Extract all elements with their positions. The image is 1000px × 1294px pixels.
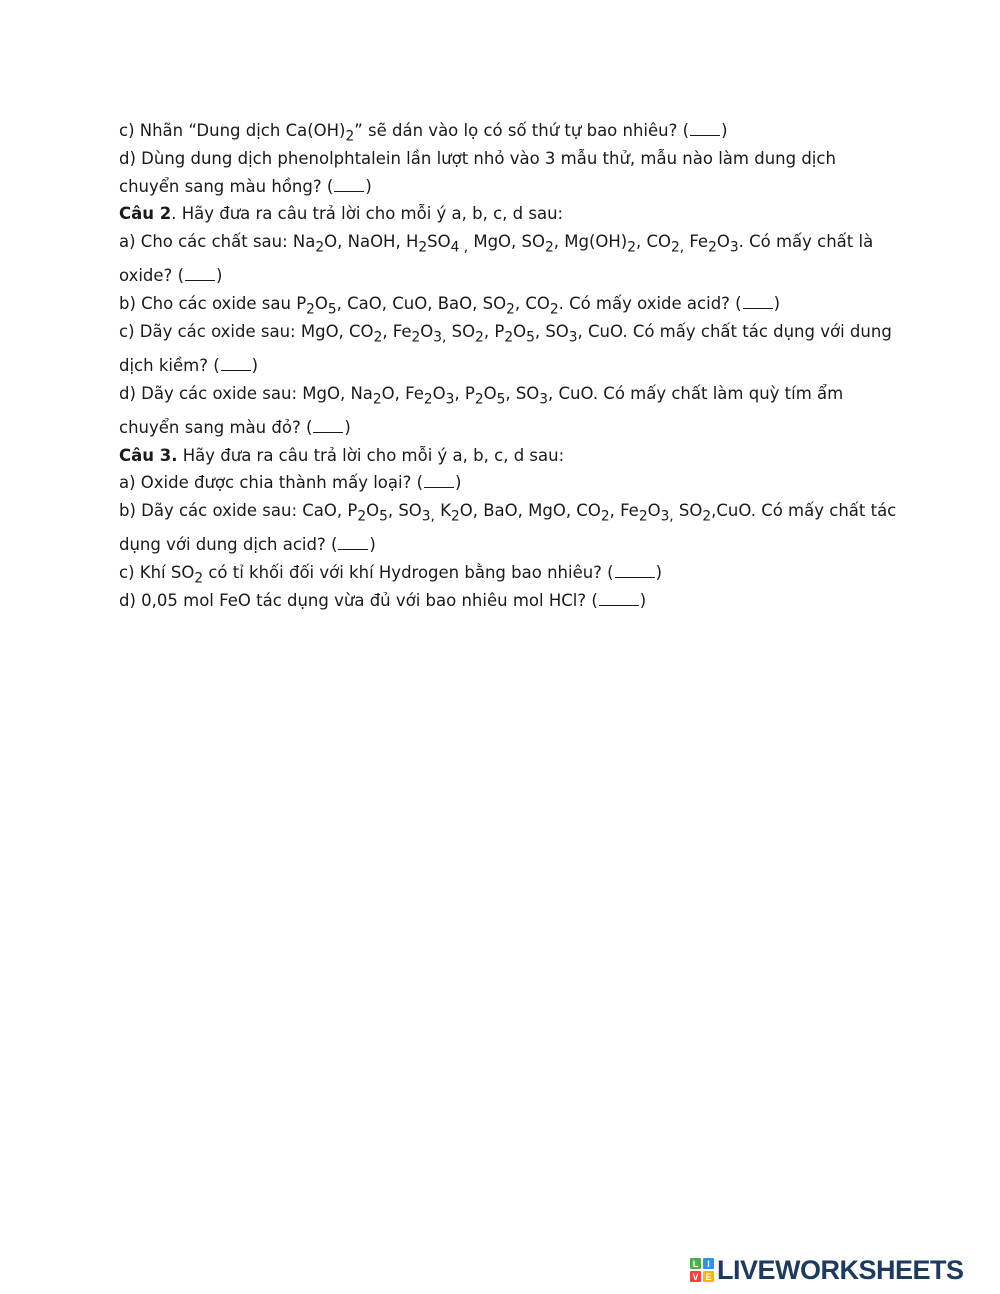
logo-mark-icon [690, 1258, 714, 1282]
text: SO [673, 501, 703, 521]
subscript: 2 [418, 239, 428, 256]
subscript: 2 [373, 329, 383, 346]
text: a) Cho các chất sau: Na [119, 232, 316, 252]
paren-close: ) [216, 266, 223, 286]
q2-d-answer-blank[interactable] [313, 418, 343, 433]
liveworksheets-logo [690, 1255, 964, 1285]
subscript: 5 [379, 508, 388, 525]
text: , SO [534, 321, 569, 341]
text: O [314, 294, 328, 314]
subscript: 3, [433, 329, 447, 346]
q3-a-line [119, 469, 899, 497]
subscript: 2 [450, 508, 460, 525]
text: ,CuO. Có mấy chất tác dụng với dung dịch acid? ( [119, 501, 897, 555]
paren-close: ) [251, 355, 259, 375]
subscript: 2, [670, 239, 685, 256]
q1-d-answer-blank[interactable] [334, 177, 364, 192]
subscript: 3, [421, 508, 435, 525]
text: K [434, 501, 451, 521]
subscript: 2 [306, 301, 315, 318]
subscript: 2 [545, 239, 554, 256]
text: có tỉ khối đối với khí Hydrogen bằng bao nhiêu? ( [203, 563, 614, 583]
subscript: 2 [411, 329, 421, 346]
text: b) Cho các oxide sau P [119, 294, 307, 314]
paren-close: ) [455, 473, 462, 493]
text: SO [427, 232, 451, 252]
q2-b-line [119, 290, 899, 318]
subscript: 5 [496, 391, 506, 408]
text: , SO [387, 501, 422, 521]
text: O, BaO, MgO, CO [459, 501, 601, 521]
subscript: 2 [504, 329, 514, 346]
subscript: 4 , [450, 239, 469, 256]
q2-a-line [119, 228, 899, 290]
subscript: 2 [708, 239, 717, 256]
text: a) Oxide được chia thành mấy loại? ( [119, 473, 424, 493]
subscript: 5 [327, 301, 337, 318]
q1-c-line [119, 117, 899, 145]
text: O, NaOH, H [324, 232, 419, 252]
q3-c-line [119, 559, 899, 587]
q3-title: Câu 3. [119, 445, 178, 465]
subscript: 2 [506, 301, 515, 318]
logo-mark-letter: L [690, 1258, 701, 1269]
text: b) Dãy các oxide sau: CaO, P [119, 501, 358, 521]
subscript: 3 [568, 329, 578, 346]
q1-d-line [119, 145, 899, 201]
subscript: 2 [475, 329, 484, 346]
text: d) 0,05 mol FeO tác dụng vừa đủ với bao nhiêu mol HCl? ( [119, 590, 598, 610]
text: O [432, 383, 446, 403]
q2-c-line [119, 318, 899, 380]
text: c) Dãy các oxide sau: MgO, CO [119, 321, 374, 341]
text: O [420, 321, 434, 341]
subscript: 3 [729, 239, 739, 256]
text: O [483, 383, 497, 403]
paren-close: ) [655, 563, 663, 583]
q3-b-line [119, 497, 899, 559]
text: Fe [684, 232, 709, 252]
q3-intro: Hãy đưa ra câu trả lời cho mỗi ý a, b, c, d sau: [177, 445, 565, 465]
logo-mark-letter: E [703, 1271, 714, 1282]
q3-c-answer-blank[interactable] [615, 563, 655, 578]
q2-b-answer-blank[interactable] [743, 294, 773, 309]
q1-c-text: c) Nhãn “Dung dịch Ca(OH) [119, 121, 346, 140]
paren-close: ) [369, 535, 376, 555]
subscript: 2 [702, 508, 712, 525]
q3-b-answer-blank[interactable] [338, 535, 368, 550]
worksheet-content [119, 117, 899, 615]
subscript: 3 [445, 391, 455, 408]
subscript: 2 [474, 391, 484, 408]
q2-intro: . Hãy đưa ra câu trả lời cho mỗi ý a, b, c, d sau: [171, 204, 564, 224]
subscript: 2 [423, 391, 433, 408]
text: . Có mấy chất là oxide? ( [119, 232, 874, 286]
text: MgO, SO [468, 232, 545, 252]
subscript: 2 [315, 239, 325, 256]
subscript: 2 [638, 508, 648, 525]
text: , CO [514, 294, 550, 314]
subscript: 2 [549, 301, 559, 318]
subscript: 2 [357, 508, 367, 525]
q2-d-line [119, 380, 899, 442]
q3-heading [119, 442, 899, 470]
paren-close: ) [773, 294, 781, 314]
text: , CaO, CuO, BaO, SO [336, 294, 507, 314]
text: SO [446, 321, 476, 341]
paren-close: ) [639, 590, 647, 610]
q3-d-answer-blank[interactable] [599, 591, 639, 606]
q2-a-answer-blank[interactable] [185, 266, 215, 281]
subscript: 3, [660, 508, 674, 525]
q2-heading [119, 200, 899, 228]
subscript: 2 [627, 239, 636, 256]
text: O, Fe [381, 383, 424, 403]
text: , P [483, 321, 505, 341]
q1-d-text: d) Dùng dung dịch phenolphtalein lần lượt nhỏ vào 3 mẫu thử, mẫu nào làm dung dịch chuyển sang màu hồng? ( [119, 148, 836, 196]
logo-text: LIVEWORKSHEETS [717, 1254, 964, 1285]
text: , P [454, 383, 475, 403]
q3-d-line [119, 587, 899, 615]
text: , CuO. Có mấy chất tác dụng với dung dịch kiềm? ( [119, 321, 892, 375]
text: , Fe [382, 321, 412, 341]
text: , Mg(OH) [553, 232, 628, 252]
text: d) Dãy các oxide sau: MgO, Na [119, 383, 373, 403]
subscript: 2 [194, 570, 204, 587]
paren-close: ) [344, 417, 351, 437]
subscript: 5 [526, 329, 535, 346]
text: , SO [505, 383, 540, 403]
paren-close: ) [721, 121, 728, 140]
q2-c-answer-blank[interactable] [221, 356, 251, 371]
subscript: 2 [372, 391, 382, 408]
logo-mark-letter: V [690, 1271, 701, 1282]
text: O [716, 232, 730, 252]
paren-close: ) [365, 176, 372, 196]
q1-c-text-2: ” sẽ dán vào lọ có số thứ tự bao nhiêu? ( [354, 121, 690, 140]
text: O [513, 321, 527, 341]
logo-mark-letter: I [703, 1258, 714, 1269]
text: O [366, 501, 380, 521]
text: . Có mấy oxide acid? ( [558, 294, 742, 314]
text: , CuO. Có mấy chất làm quỳ tím ẩm chuyển sang màu đỏ? ( [119, 383, 844, 437]
subscript: 2 [600, 508, 610, 525]
subscript: 3 [539, 391, 549, 408]
q3-a-answer-blank[interactable] [424, 473, 454, 488]
text: , Fe [609, 501, 639, 521]
text: c) Khí SO [119, 563, 195, 583]
text: O [647, 501, 661, 521]
text: , CO [635, 232, 671, 252]
q2-title: Câu 2 [119, 204, 172, 224]
subscript: 2 [345, 128, 355, 145]
q1-c-answer-blank[interactable] [690, 121, 720, 136]
